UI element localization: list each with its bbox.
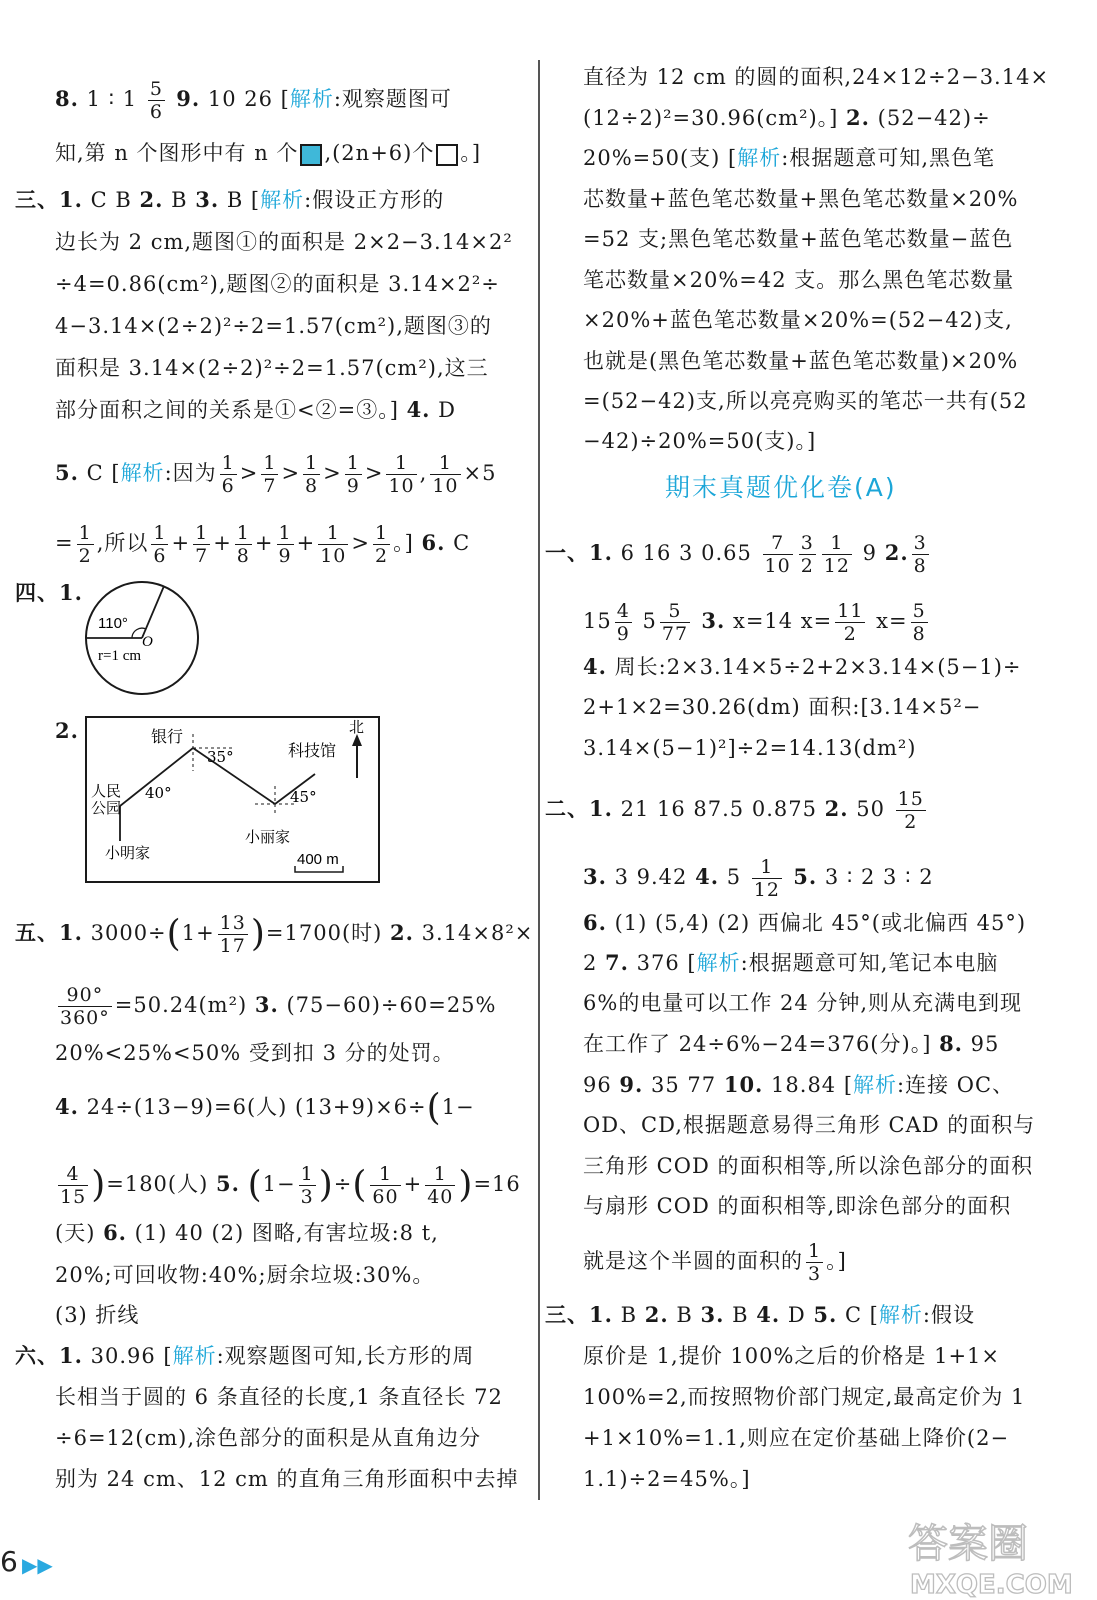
answer-line: 别为 24 cm、12 cm 的直角三角形面积中去掉: [55, 1467, 519, 1491]
analysis-tag: 解析: [289, 87, 334, 111]
svg-text:答案圈: 答案圈: [908, 1521, 1028, 1567]
angle-label: 45°: [290, 788, 317, 806]
answer-line: 96 9. 35 77 10. 18.84 [解析:连接 OC、: [583, 1072, 1015, 1097]
answer-line: =(52−42)支,所以亮亮购买的笔芯一共有(52: [583, 389, 1028, 413]
answer-line: 6. (1) (5,4) (2) 西偏北 45°(或北偏西 45°): [583, 910, 1027, 935]
answer-line: 就是这个半圆的面积的 $\frac{1}{3}$ 。]: [583, 1240, 847, 1285]
answer-line: 直径为 12 cm 的圆的面积,24×12÷2−3.14×: [583, 65, 1050, 89]
center-label: O: [142, 634, 153, 650]
answer-line: 与扇形 COD 的面积相等,即涂色部分的面积: [583, 1194, 1012, 1218]
answer-line: 边长为 2 cm,题图①的面积是 2×2−3.14×2²: [55, 230, 513, 254]
park-label: 人民: [91, 782, 122, 800]
answer-line: 20%=50(支) [解析:根据题意可知,黑色笔: [583, 146, 995, 170]
page-number: 6: [0, 1545, 18, 1578]
answer-line: 20%<25%<50% 受到扣 3 分的处罚。: [55, 1041, 455, 1065]
answer-line: 面积是 3.14×(2÷2)²÷2=1.57(cm²),这三: [55, 356, 489, 380]
answer-line: 100%=2,而按照物价部门规定,最高定价为 1: [583, 1385, 1026, 1409]
answer-line: 三、1. C B 2. B 3. B [解析:假设正方形的: [15, 187, 445, 212]
answer-line: 20%;可回收物:40%;厨余垃圾:30%。: [55, 1263, 435, 1287]
answer-line: 15 $\frac{4}{9}$ 5 $\frac{5}{77}$ 3. x=14 x= $\frac{11}{2}$ x= $\frac{5}{8}$: [583, 600, 926, 645]
radius-label: r=1 cm: [98, 648, 142, 664]
answer-line: 1.1)÷2=45%。]: [583, 1467, 751, 1491]
answer-line: ×20%+蓝色笔芯数量×20%=(52−42)支,: [583, 308, 1013, 332]
park-label: 公园: [91, 799, 122, 817]
answer-line: 3. 3 9.42 4. 5 $\frac{1}{12}$ 5. 3 ∶ 2 3 ∶ 2: [583, 856, 934, 901]
answer-line: ÷4=0.86(cm²),题图②的面积是 3.14×2²÷: [55, 272, 500, 296]
xiaoli-home-label: 小丽家: [245, 828, 291, 846]
answer-line: 4. 周长:2×3.14×5÷2+2×3.14×(5−1)÷: [583, 654, 1022, 679]
angle-label: 35°: [207, 748, 234, 766]
circle-figure: [80, 578, 210, 703]
answer-line: 六、1. 30.96 [解析:观察题图可知,长方形的周: [15, 1343, 475, 1368]
answer-line: $\frac{4}{15}$ )=180(人) 5. (1− $\frac{1}{3}$ )÷( $\frac{1}{60}$ + $\frac{1}{40}$ )=16: [60, 1163, 521, 1208]
answer-line: 五、1. 3000÷(1+ $\frac{13}{17}$ )=1700(时) 2. 3.14×8²×: [15, 912, 534, 957]
answer-line: 8. 1 ∶ 1 $\frac{5}{6}$ 9. 10 26 [解析:观察题图可: [55, 78, 452, 123]
answer-line: 知,第 n 个图形中有 n 个 ,(2n+6)个 。]: [55, 141, 482, 165]
north-label: 北: [349, 718, 365, 736]
answer-line: $\frac{90^\circ}{360^\circ}$ =50.24(m²) 3. (75−60)÷60=25%: [60, 984, 497, 1029]
answer-line: 在工作了 24÷6%−24=376(分)。] 8. 95: [583, 1031, 1000, 1056]
answer-line: 部分面积之间的关系是①<②=③。] 4. D: [55, 397, 457, 422]
answer-line: 4. 24÷(13−9)=6(人) (13+9)×6÷(1−: [55, 1087, 475, 1129]
answer-line: 3.14×(5−1)²]÷2=14.13(dm²): [583, 736, 917, 760]
answer-line: 芯数量+蓝色笔芯数量+黑色笔芯数量×20%: [583, 187, 1019, 211]
watermark-logo: [900, 1505, 1095, 1600]
answer-line: 4−3.14×(2÷2)²÷2=1.57(cm²),题图③的: [55, 314, 492, 338]
white-square-icon: [436, 144, 458, 166]
angle-label: 40°: [145, 784, 172, 802]
svg-text:MXQE.COM: MXQE.COM: [910, 1570, 1073, 1600]
answer-line: 三角形 COD 的面积相等,所以涂色部分的面积: [583, 1154, 1034, 1178]
answer-line: 2.: [55, 718, 79, 743]
answer-line: = $\frac{1}{2}$ ,所以 $\frac{1}{6}$ + $\frac{1}{7}$ + $\frac{1}{8}$ + $\frac{1}{9}$ + $\frac{1}{10}$ > $\frac{1}{2}$ 。] 6. C: [55, 522, 471, 567]
answer-line: 5. C [解析:因为 $\frac{1}{6}$ > $\frac{1}{7}$ > $\frac{1}{8}$ > $\frac{1}{9}$ > $\frac{1}{10}$ , $\frac{1}{10}$ ×5: [55, 452, 497, 497]
fraction: $\frac{5}{6}$: [149, 78, 163, 123]
angle-label: 110°: [98, 615, 128, 632]
scale-label: 400 m: [297, 851, 339, 868]
answer-line: 二、1. 21 16 87.5 0.875 2. 50 $\frac{15}{2}$: [545, 788, 924, 833]
bank-label: 银行: [151, 727, 184, 746]
blue-square-icon: [300, 144, 322, 166]
answer-line: (12÷2)²=30.96(cm²)。] 2. (52−42)÷: [583, 105, 991, 130]
answer-line: OD、CD,根据题意易得三角形 CAD 的面积与: [583, 1113, 1036, 1137]
route-map: [85, 716, 381, 884]
answer-line: (3) 折线: [55, 1303, 140, 1327]
answer-line: 2 7. 376 [解析:根据题意可知,笔记本电脑: [583, 950, 999, 975]
answer-line: ÷6=12(cm),涂色部分的面积是从直角边分: [55, 1426, 482, 1450]
answer-line: −42)÷20%=50(支)。]: [583, 429, 817, 453]
answer-line: 原价是 1,提价 100%之后的价格是 1+1×: [583, 1344, 1001, 1368]
arrow-icon: ▶▶: [22, 1553, 53, 1577]
answer-line: +1×10%=1.1,则应在定价基础上降价(2−: [583, 1426, 1010, 1450]
radius-line: [142, 586, 164, 638]
answer-line: =52 支;黑色笔芯数量+蓝色笔芯数量−蓝色: [583, 227, 1014, 251]
tech-museum-label: 科技馆: [288, 741, 337, 760]
answer-line: 6%的电量可以工作 24 分钟,则从充满电到现: [583, 991, 1023, 1015]
section-title: 期末真题优化卷(A): [665, 473, 897, 502]
answer-line: (天) 6. (1) 40 (2) 图略,有害垃圾:8 t,: [55, 1220, 439, 1245]
answer-line: 2+1×2=30.26(dm) 面积:[3.14×5²−: [583, 695, 982, 719]
xiaoming-home-label: 小明家: [105, 844, 151, 862]
answer-line: 也就是(黑色笔芯数量+蓝色笔芯数量)×20%: [583, 349, 1019, 373]
answer-line: 笔芯数量×20%=42 支。那么黑色笔芯数量: [583, 268, 1015, 292]
answer-line: 一、1. 6 16 3 0.65 $\frac{7}{10}$ $\frac{3}{2}$ $\frac{1}{12}$ 9 2. $\frac{3}{8}$: [545, 532, 927, 577]
column-divider: [538, 60, 540, 1500]
answer-line: 四、1.: [15, 580, 83, 605]
answer-line: 三、1. B 2. B 3. B 4. D 5. C [解析:假设: [545, 1302, 975, 1327]
answer-line: 长相当于圆的 6 条直径的长度,1 条直径长 72: [55, 1385, 503, 1409]
